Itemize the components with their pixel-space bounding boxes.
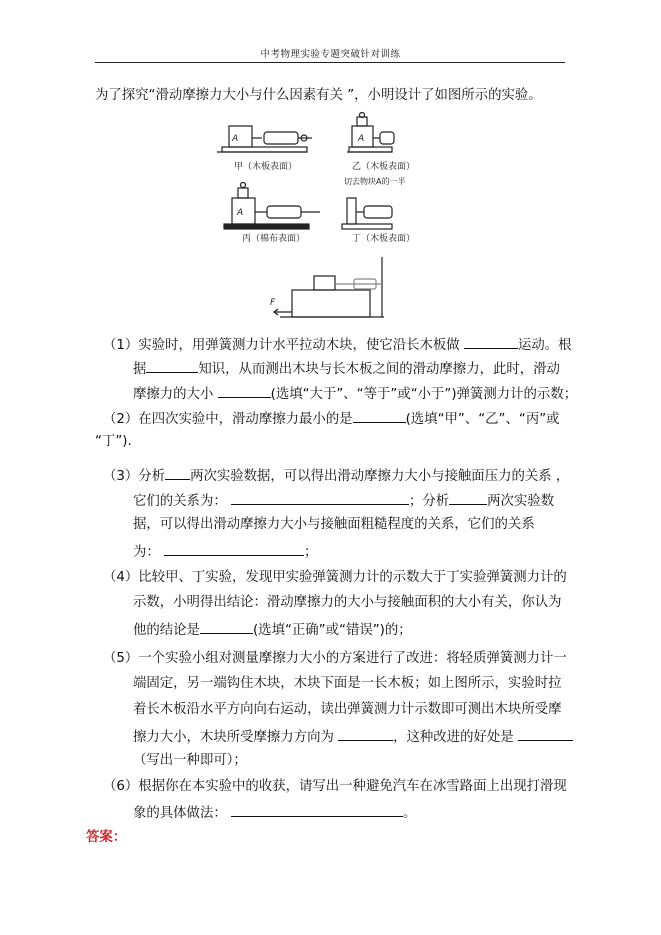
question-line [133,384,577,404]
question-text: 据 [133,362,147,377]
question-text: （写出一种即可）； [133,753,247,768]
answer-blank[interactable] [165,466,190,480]
question-line [133,594,562,612]
question-line [133,359,560,379]
question-text: （3）分析 [103,469,166,484]
question-text: 着长木板沿水平方向向右运动，读出弹簧测力计示数即可测出木块所受摩 [133,702,562,717]
answer-blank[interactable] [449,491,487,505]
question-text: 两次实验数据，可以得出滑动摩擦力大小与接触面压力的关系 ， [190,469,570,484]
question-line [103,409,560,429]
answer-blank[interactable] [231,491,409,505]
answer-blank[interactable] [353,409,406,423]
question-text: 据，可以得出滑动摩擦力大小与接触面粗糙程度的关系，它们的关系 [133,517,535,532]
intro-text: 为了探究“滑动摩擦力大小与什么因素有关 ”，小明设计了如图所示的实验。 [95,88,542,103]
answer-blank[interactable] [464,335,518,349]
question-line [133,752,247,770]
question-line [103,335,572,355]
block-label: A [237,208,244,218]
question-text: 象的具体做法： [133,806,231,821]
question-text: （1）实验时，用弹簧测力计水平拉动木块，使它沿长木板做 [103,338,464,353]
question-text: （2）在四次实验中，滑动摩擦力最小的是 [103,412,353,427]
question-text: 擦力大小，木块所受摩擦力方向为 [133,730,339,745]
force-label: F [270,298,276,308]
question-text: ； [304,545,318,560]
answer-blank[interactable] [231,803,403,817]
question-line [133,491,554,511]
question-line [133,675,562,693]
setup-bing [224,183,320,230]
label-cut-note: 切去物块A的一半 [344,177,406,186]
block-label: A [232,134,239,144]
answer-blank[interactable] [218,384,271,398]
question-text: ；分析 [409,494,450,509]
question-text: (选填“大于”、“等于”或“小于”)弹簧测力计的示数； [270,387,578,402]
label-ding: 丁（木板表面） [352,234,416,244]
question-line [133,542,317,562]
question-text: 知识，从而测出木块与长木板之间的滑动摩擦力，此时，滑动 [198,362,560,377]
question-text: 为： [133,545,165,560]
question-text: ，这种改进的好处是 [393,730,518,745]
question-text: （4）比较甲、丁实验，发现甲实验弹簧测力计的示数大于丁实验弹簧测力计的 [103,570,567,585]
question-line [95,433,132,451]
question-line [133,727,573,747]
block-label: A [358,134,365,144]
header-rule [95,62,565,63]
question-line [133,803,416,823]
label-bing: 丙（棉布表面） [242,234,306,244]
question-line [133,701,562,719]
question-text: 示数，小明得出结论：滑动摩擦力的大小与接触面积的大小有关，你认为 [133,595,562,610]
question-line [133,620,412,640]
question-text: 。 [403,806,417,821]
question-text: “丁”). [95,434,132,449]
answer-blank[interactable] [164,542,304,556]
question-text: 端固定，另一端钩住木块，木块下面是一长木板；如上图所示，实验时拉 [133,676,562,691]
question-line [103,650,567,668]
question-text: 摩擦力的大小 [133,387,218,402]
question-text: （5）一个实验小组对测量摩擦力大小的方案进行了改进：将轻质弹簧测力计一 [103,651,567,666]
question-line [133,516,535,534]
label-jia: 甲（木板表面） [234,162,298,172]
question-text: 运动。根 [517,338,572,353]
setup-ding [342,198,392,229]
question-text: 它们的关系为： [133,494,231,509]
question-text: 两次实验数 [487,494,555,509]
answer-blank[interactable] [146,359,198,373]
label-yi: 乙（木板表面） [352,162,416,172]
experiment-figure [212,112,416,322]
page-header: 中考物理实验专题突破针对训练 [260,49,401,60]
answer-blank[interactable] [518,727,573,741]
setup-yi [347,113,394,153]
question-text: (选填“甲”、“乙”、“丙”或 [405,412,560,427]
question-text: 他的结论是 [133,623,200,638]
question-text: （6）根据你在本实验中的收获，请写出一种避免汽车在冰雪路面上出现打滑现 [103,779,567,794]
question-text: (选填“正确”或“错误”)的； [252,623,412,638]
answer-blank[interactable] [200,620,253,634]
question-line [103,778,567,796]
answer-blank[interactable] [338,727,393,741]
setup-improved [274,257,384,317]
question-line [103,466,569,486]
question-line [103,569,567,587]
answer-label: 答案： [86,830,127,845]
